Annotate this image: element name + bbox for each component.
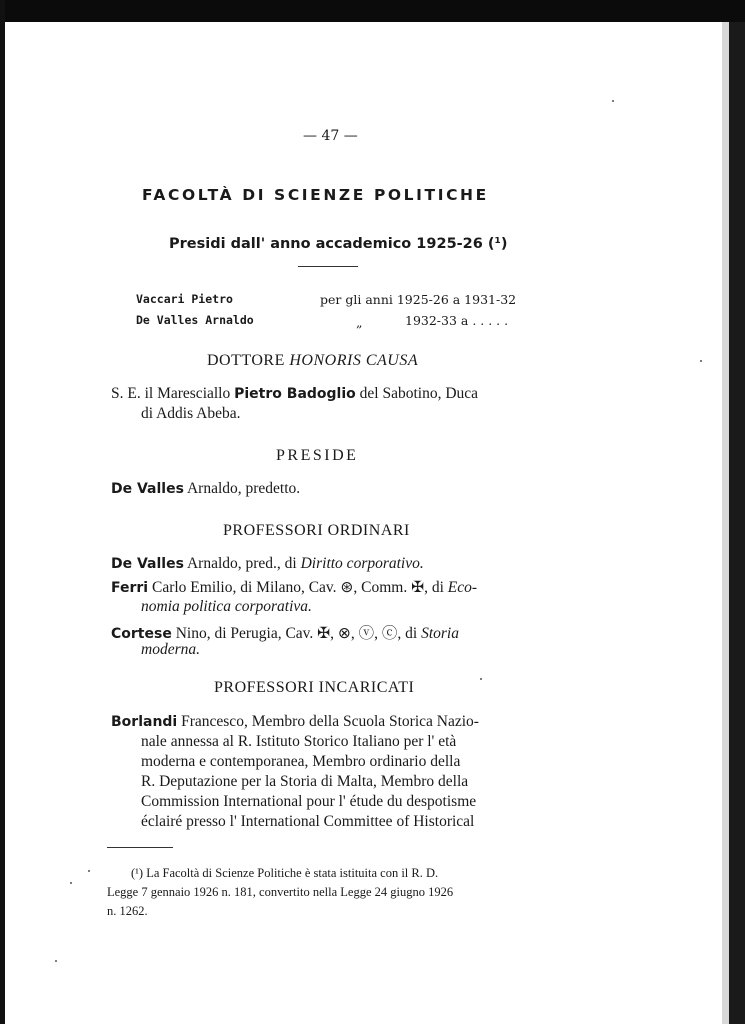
incaricati-entry: Borlandi Francesco, Membro della Scuola Storica Nazio- — [111, 713, 479, 730]
scan-speck — [700, 360, 702, 362]
incaricati-entry-cont: moderna e contemporanea, Membro ordinario della — [141, 753, 461, 770]
honoris-entry: S. E. il Maresciallo Pietro Badoglio del Sabotino, Duca — [111, 385, 479, 402]
footnote-line: Legge 7 gennaio 1926 n. 181, convertito nella Legge 24 giugno 1926 — [107, 885, 454, 899]
ordinari-heading: PROFESSORI ORDINARI — [223, 522, 410, 539]
ordinari-entry: De Valles Arnaldo, pred., di Diritto corporativo. — [111, 555, 424, 572]
honoris-entry-cont: di Addis Abeba. — [141, 405, 241, 422]
footnote-line: (¹) La Facoltà di Scienze Politiche è stata istituita con il R. D. — [131, 866, 439, 880]
scan-speck — [55, 960, 57, 962]
scan-top-border — [0, 0, 745, 22]
footnote-rule — [107, 847, 173, 848]
scan-speck — [480, 678, 482, 680]
honoris-heading: DOTTORE HONORIS CAUSA — [207, 352, 419, 369]
scan-speck — [612, 100, 614, 102]
incaricati-heading: PROFESSORI INCARICATI — [214, 679, 415, 696]
ordinari-entry: Ferri Carlo Emilio, di Milano, Cav. ⊛, Comm. ✠, di Eco- — [111, 579, 478, 596]
scan-left-border — [0, 0, 5, 1024]
preside-years: 1932-33 a . . . . . — [405, 313, 509, 328]
ditto-mark: „ — [356, 315, 363, 330]
scan-speck — [88, 870, 90, 872]
preside-name: Vaccari Pietro — [136, 292, 233, 306]
heading-rule — [298, 266, 358, 267]
preside-name: De Valles Arnaldo — [136, 313, 254, 327]
ordinari-entry: Cortese Nino, di Perugia, Cav. ✠, ⊗, ⓥ, ⓒ, di Storia — [111, 625, 459, 642]
incaricati-entry-cont: nale annessa al R. Istituto Storico Italiano per l' età — [141, 733, 457, 750]
incaricati-entry-cont: éclairé presso l' International Committee of Historical — [141, 813, 475, 830]
preside-years: per gli anni 1925-26 a 1931-32 — [320, 292, 517, 307]
scan-right-border — [729, 22, 745, 1024]
ordinari-entry-cont: nomia politica corporativa. — [141, 598, 312, 615]
ordinari-entry-cont: moderna. — [141, 641, 200, 658]
incaricati-entry-cont: Commission International pour l' étude du despotisme — [141, 793, 477, 810]
faculty-title: FACOLTÀ DI SCIENZE POLITICHE — [142, 186, 489, 204]
scan-page-shadow — [722, 22, 729, 1024]
preside-heading: PRESIDE — [276, 447, 359, 464]
presidi-heading: Presidi dall' anno accademico 1925-26 (¹) — [169, 236, 508, 252]
incaricati-entry-cont: R. Deputazione per la Storia di Malta, Membro della — [141, 773, 469, 790]
scan-speck — [70, 882, 72, 884]
page-number: — 47 — — [303, 128, 358, 144]
footnote-line: n. 1262. — [107, 904, 148, 918]
preside-entry: De Valles Arnaldo, predetto. — [111, 480, 301, 497]
